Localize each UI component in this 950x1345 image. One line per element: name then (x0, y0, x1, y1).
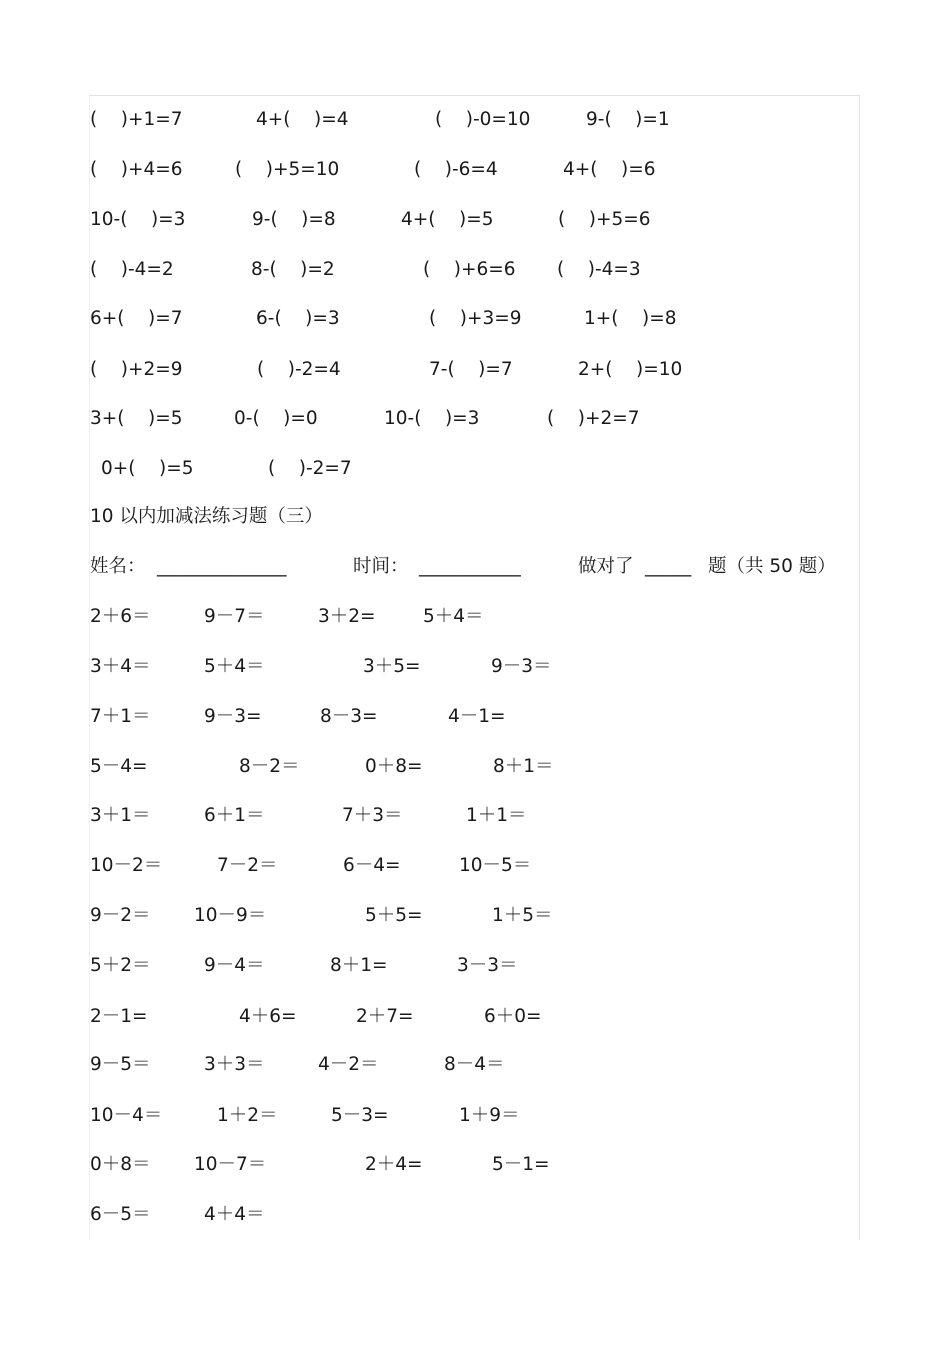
problem: 4+( )=4 (256, 109, 349, 130)
problem: 9-( )=1 (586, 109, 670, 130)
problem: 3－3＝ (457, 955, 518, 976)
problem: 9－3= (204, 706, 262, 727)
problem: 2＋7= (356, 1006, 414, 1027)
problem: 1＋2＝ (217, 1105, 278, 1126)
problem: ( )-4=2 (90, 259, 174, 280)
name-blank: ______________ (157, 556, 287, 577)
problem: 8＋1= (330, 955, 388, 976)
problem: ( )+4=6 (90, 159, 183, 180)
problem: 2－1= (90, 1006, 148, 1027)
problem: 10－5＝ (459, 855, 532, 876)
problem: 9－2＝ (90, 905, 151, 926)
problem: 9－4＝ (204, 955, 265, 976)
problem: 4＋6= (239, 1006, 297, 1027)
problem: ( )+1=7 (90, 109, 183, 130)
problem: 10－4＝ (90, 1105, 163, 1126)
problem: 2＋4= (365, 1154, 423, 1175)
problem: 6+( )=7 (90, 308, 183, 329)
problem: 6＋0= (484, 1006, 542, 1027)
problem: ( )+5=10 (235, 159, 340, 180)
problem: 4+( )=5 (401, 209, 494, 230)
problem: 3＋5= (363, 656, 421, 677)
problem: ( )+3=9 (429, 308, 522, 329)
problem: 7＋1＝ (90, 706, 151, 727)
problem: 9-( )=8 (252, 209, 336, 230)
problem: 5＋5= (365, 905, 423, 926)
problem: 5－4= (90, 756, 148, 777)
problem: 10－7＝ (194, 1154, 267, 1175)
problem: 5＋2＝ (90, 955, 151, 976)
problem: 4+( )=6 (563, 159, 656, 180)
problem: 8－3= (320, 706, 378, 727)
name-label: 姓名： (90, 556, 146, 577)
problem: 3＋4＝ (90, 656, 151, 677)
problem: 6-( )=3 (256, 308, 340, 329)
problem: 1＋9＝ (459, 1105, 520, 1126)
problem: 5－1= (492, 1154, 550, 1175)
problem: 2＋6＝ (90, 606, 151, 627)
problem: 10－2＝ (90, 855, 163, 876)
problem: ( )+2=9 (90, 359, 183, 380)
problem: 6－5＝ (90, 1204, 151, 1225)
score-suffix: 题（共 50 题） (708, 556, 836, 577)
problem: 6＋1＝ (204, 805, 265, 826)
problem: 1＋5＝ (492, 905, 553, 926)
problem: 10－9＝ (194, 905, 267, 926)
problem: 2+( )=10 (578, 359, 683, 380)
problem: 0＋8= (365, 756, 423, 777)
problem: ( )+6=6 (423, 259, 516, 280)
section-title: 10 以内加减法练习题（三） (90, 506, 323, 527)
problem: 3＋1＝ (90, 805, 151, 826)
problem: 0-( )=0 (234, 408, 318, 429)
score-blank: _____ (645, 556, 692, 577)
score-label: 做对了 (578, 556, 634, 577)
time-label: 时间： (353, 556, 409, 577)
problem: 5＋4＝ (204, 656, 265, 677)
problem: ( )-2=4 (257, 359, 341, 380)
problem: 1＋1＝ (466, 805, 527, 826)
problem: ( )-2=7 (268, 458, 352, 479)
problem: 3+( )=5 (90, 408, 183, 429)
problem: 0＋8＝ (90, 1154, 151, 1175)
problem: 5－3= (331, 1105, 389, 1126)
problem: 8－4＝ (444, 1054, 505, 1075)
problem: 8－2＝ (239, 756, 300, 777)
problem: 4＋4＝ (204, 1204, 265, 1225)
time-blank: ___________ (419, 556, 521, 577)
problem: 10-( )=3 (90, 209, 186, 230)
problem: 10-( )=3 (384, 408, 480, 429)
problem: 5＋4＝ (423, 606, 484, 627)
problem: 6－4= (343, 855, 401, 876)
problem: 9－7＝ (204, 606, 265, 627)
problem: 3＋3＝ (204, 1054, 265, 1075)
problem: 9－5＝ (90, 1054, 151, 1075)
problem: ( )+2=7 (547, 408, 640, 429)
problem: 1+( )=8 (584, 308, 677, 329)
problem: 3＋2= (318, 606, 376, 627)
problem: 7-( )=7 (429, 359, 513, 380)
problem: 8＋1＝ (493, 756, 554, 777)
problem: 8-( )=2 (251, 259, 335, 280)
problem: 9－3＝ (491, 656, 552, 677)
problem: 0+( )=5 (101, 458, 194, 479)
problem: ( )-0=10 (435, 109, 531, 130)
problem: 4－2＝ (318, 1054, 379, 1075)
problem: ( )-4=3 (557, 259, 641, 280)
problem: 7＋3＝ (342, 805, 403, 826)
problem: 4－1= (448, 706, 506, 727)
problem: 7－2＝ (217, 855, 278, 876)
problem: ( )+5=6 (558, 209, 651, 230)
problem: ( )-6=4 (414, 159, 498, 180)
